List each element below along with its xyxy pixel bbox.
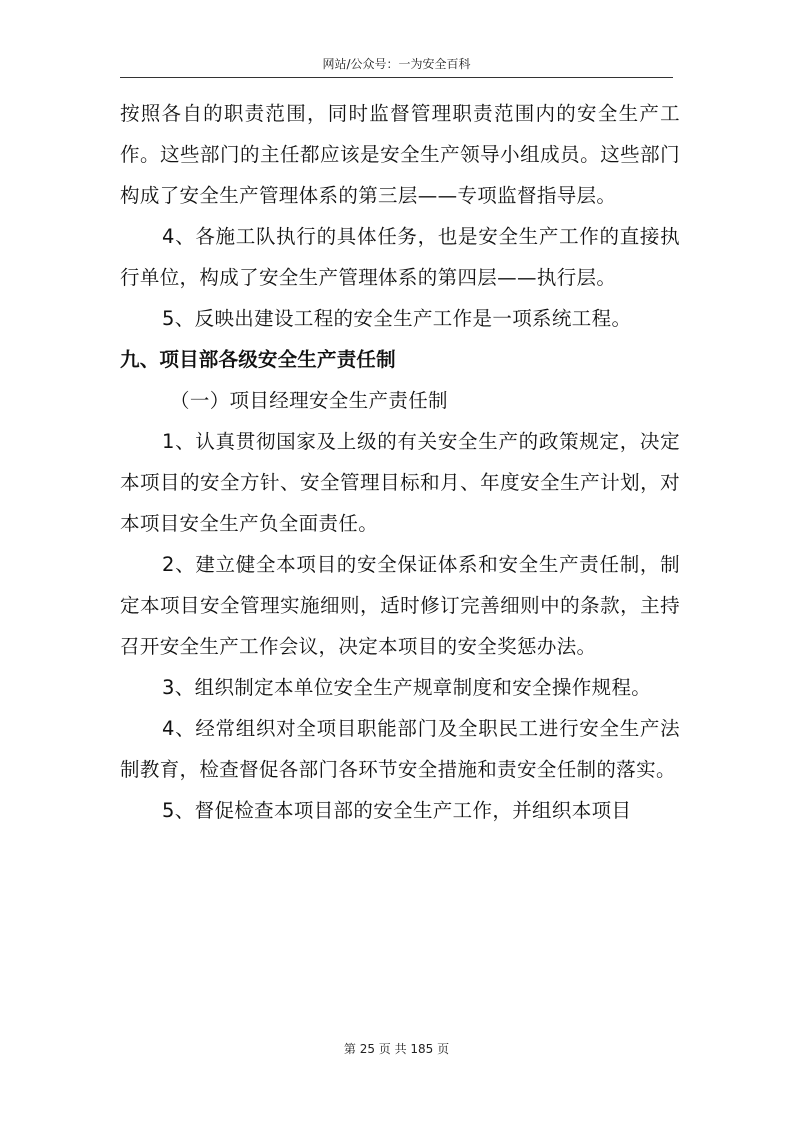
paragraph-item-4-layers: 4、各施工队执行的具体任务，也是安全生产工作的直接执行单位，构成了安全生产管理体系的第四层——执行层。 (120, 225, 680, 289)
subsection-heading: （一）项目经理安全生产责任制 (170, 389, 448, 412)
paragraph-duty-3: 3、组织制定本单位安全生产规章制度和安全操作规程。 (162, 676, 652, 699)
paragraph-duty-1: 1、认真贯彻国家及上级的有关安全生产的政策规定，决定本项目的安全方针、安全管理目标和月、年度安全生产计划，对本项目安全生产负全面责任。 (120, 430, 680, 535)
section-heading: 九、项目部各级安全生产责任制 (120, 348, 396, 371)
paragraph-duty-4: 4、经常组织对全项目职能部门及全职民工进行安全生产法制教育，检查督促各部门各环节安全措施和责安全任制的落实。 (120, 717, 680, 781)
page-header: 网站/公众号：一为安全百科 (322, 57, 471, 71)
paragraph-duty-2: 2、建立健全本项目的安全保证体系和安全生产责任制，制定本项目安全管理实施细则，适时修订完善细则中的条款，主持召开安全生产工作会议，决定本项目的安全奖惩办法。 (120, 553, 680, 658)
document-body (120, 93, 680, 831)
paragraph-continuation: 按照各自的职责范围，同时监督管理职责范围内的安全生产工作。这些部门的主任都应该是安全生产领导小组成员。这些部门构成了安全生产管理体系的第三层——专项监督指导层。 (120, 102, 680, 207)
header-divider (120, 77, 673, 78)
page-number: 第 25 页 共 185 页 (343, 1042, 450, 1056)
paragraph-duty-5: 5、督促检查本项目部的安全生产工作，并组织本项目 (162, 799, 632, 822)
paragraph-item-5-system: 5、反映出建设工程的安全生产工作是一项系统工程。 (162, 307, 632, 330)
